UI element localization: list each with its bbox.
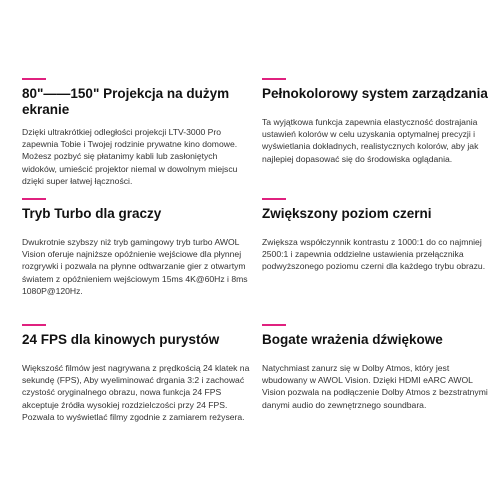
feature-color-management bbox=[262, 78, 490, 165]
feature-title: Zwiększony poziom czerni bbox=[262, 206, 432, 221]
feature-black-level bbox=[262, 198, 490, 273]
feature-title: 80"——150" Projekcja na dużym ekranie bbox=[22, 86, 230, 117]
feature-title: Pełnokolorowy system zarządzania bbox=[262, 86, 488, 101]
feature-24fps bbox=[22, 324, 252, 423]
accent-line bbox=[22, 78, 46, 80]
feature-title: 24 FPS dla kinowych purystów bbox=[22, 332, 220, 347]
feature-large-screen bbox=[22, 78, 252, 187]
accent-line bbox=[262, 198, 286, 200]
feature-description: Dwukrotnie szybszy niż tryb gamingowy tryb turbo AWOL Vision oferuje najniższe opóźnienie wejściowe dla płynnej rozgrywki i pozwala na płynne odtwarzanie gier z otwartym światem z opóźnieniem wejściowym 15ms 4K@60Hz i 8ms 1080P@120Hz. bbox=[22, 237, 248, 296]
feature-turbo-mode bbox=[22, 198, 252, 297]
feature-description: Zwiększa współczynnik kontrastu z 1000:1 do co najmniej 2500:1 i zapewnia oddzielne ustawienia przełącznika podwyższonego poziomu czerni dla każdego trybu obrazu. bbox=[262, 237, 486, 272]
feature-title: Bogate wrażenia dźwiękowe bbox=[262, 332, 443, 347]
accent-line bbox=[262, 78, 286, 80]
feature-description: Ta wyjątkowa funkcja zapewnia elastyczność dostrajania ustawień kolorów w celu uzyskania optymalnej precyzji i wyświetlania dokładnych, realistycznych kolorów, aby jak najlepiej dopasować się do środowiska oglądania. bbox=[262, 117, 479, 164]
feature-description: Większość filmów jest nagrywana z prędkością 24 klatek na sekundę (FPS), Aby wyeliminować drgania 3:2 i zachować czystość oryginalnego obrazu, nowa funkcja 24 FPS akceptuje źródła wysokiej rozdzielczości przy 24 FPS. Pozwala to wyświetlać filmy zgodnie z zamiarem reżysera. bbox=[22, 363, 250, 422]
accent-line bbox=[22, 324, 46, 326]
accent-line bbox=[22, 198, 46, 200]
feature-description: Dzięki ultrakrótkiej odległości projekcji LTV-3000 Pro zapewnia Tobie i Twojej rodzinie prywatne kino domowe. Możesz pozbyć się płatanimy kabli lub zasłoniętych widoków, umieścić projektor niemal w dowolnym miejscu dzięki super łatwej łączności. bbox=[22, 127, 238, 186]
feature-title: Tryb Turbo dla graczy bbox=[22, 206, 162, 221]
feature-description: Natychmiast zanurz się w Dolby Atmos, który jest wbudowany w AWOL Vision. Dzięki HDMI eARC AWOL Vision pozwala na podłączenie Dolby Atmos z bezstratnymi danymi audio do zewnętrznego soundbara. bbox=[262, 363, 488, 410]
feature-sound bbox=[262, 324, 490, 411]
accent-line bbox=[262, 324, 286, 326]
